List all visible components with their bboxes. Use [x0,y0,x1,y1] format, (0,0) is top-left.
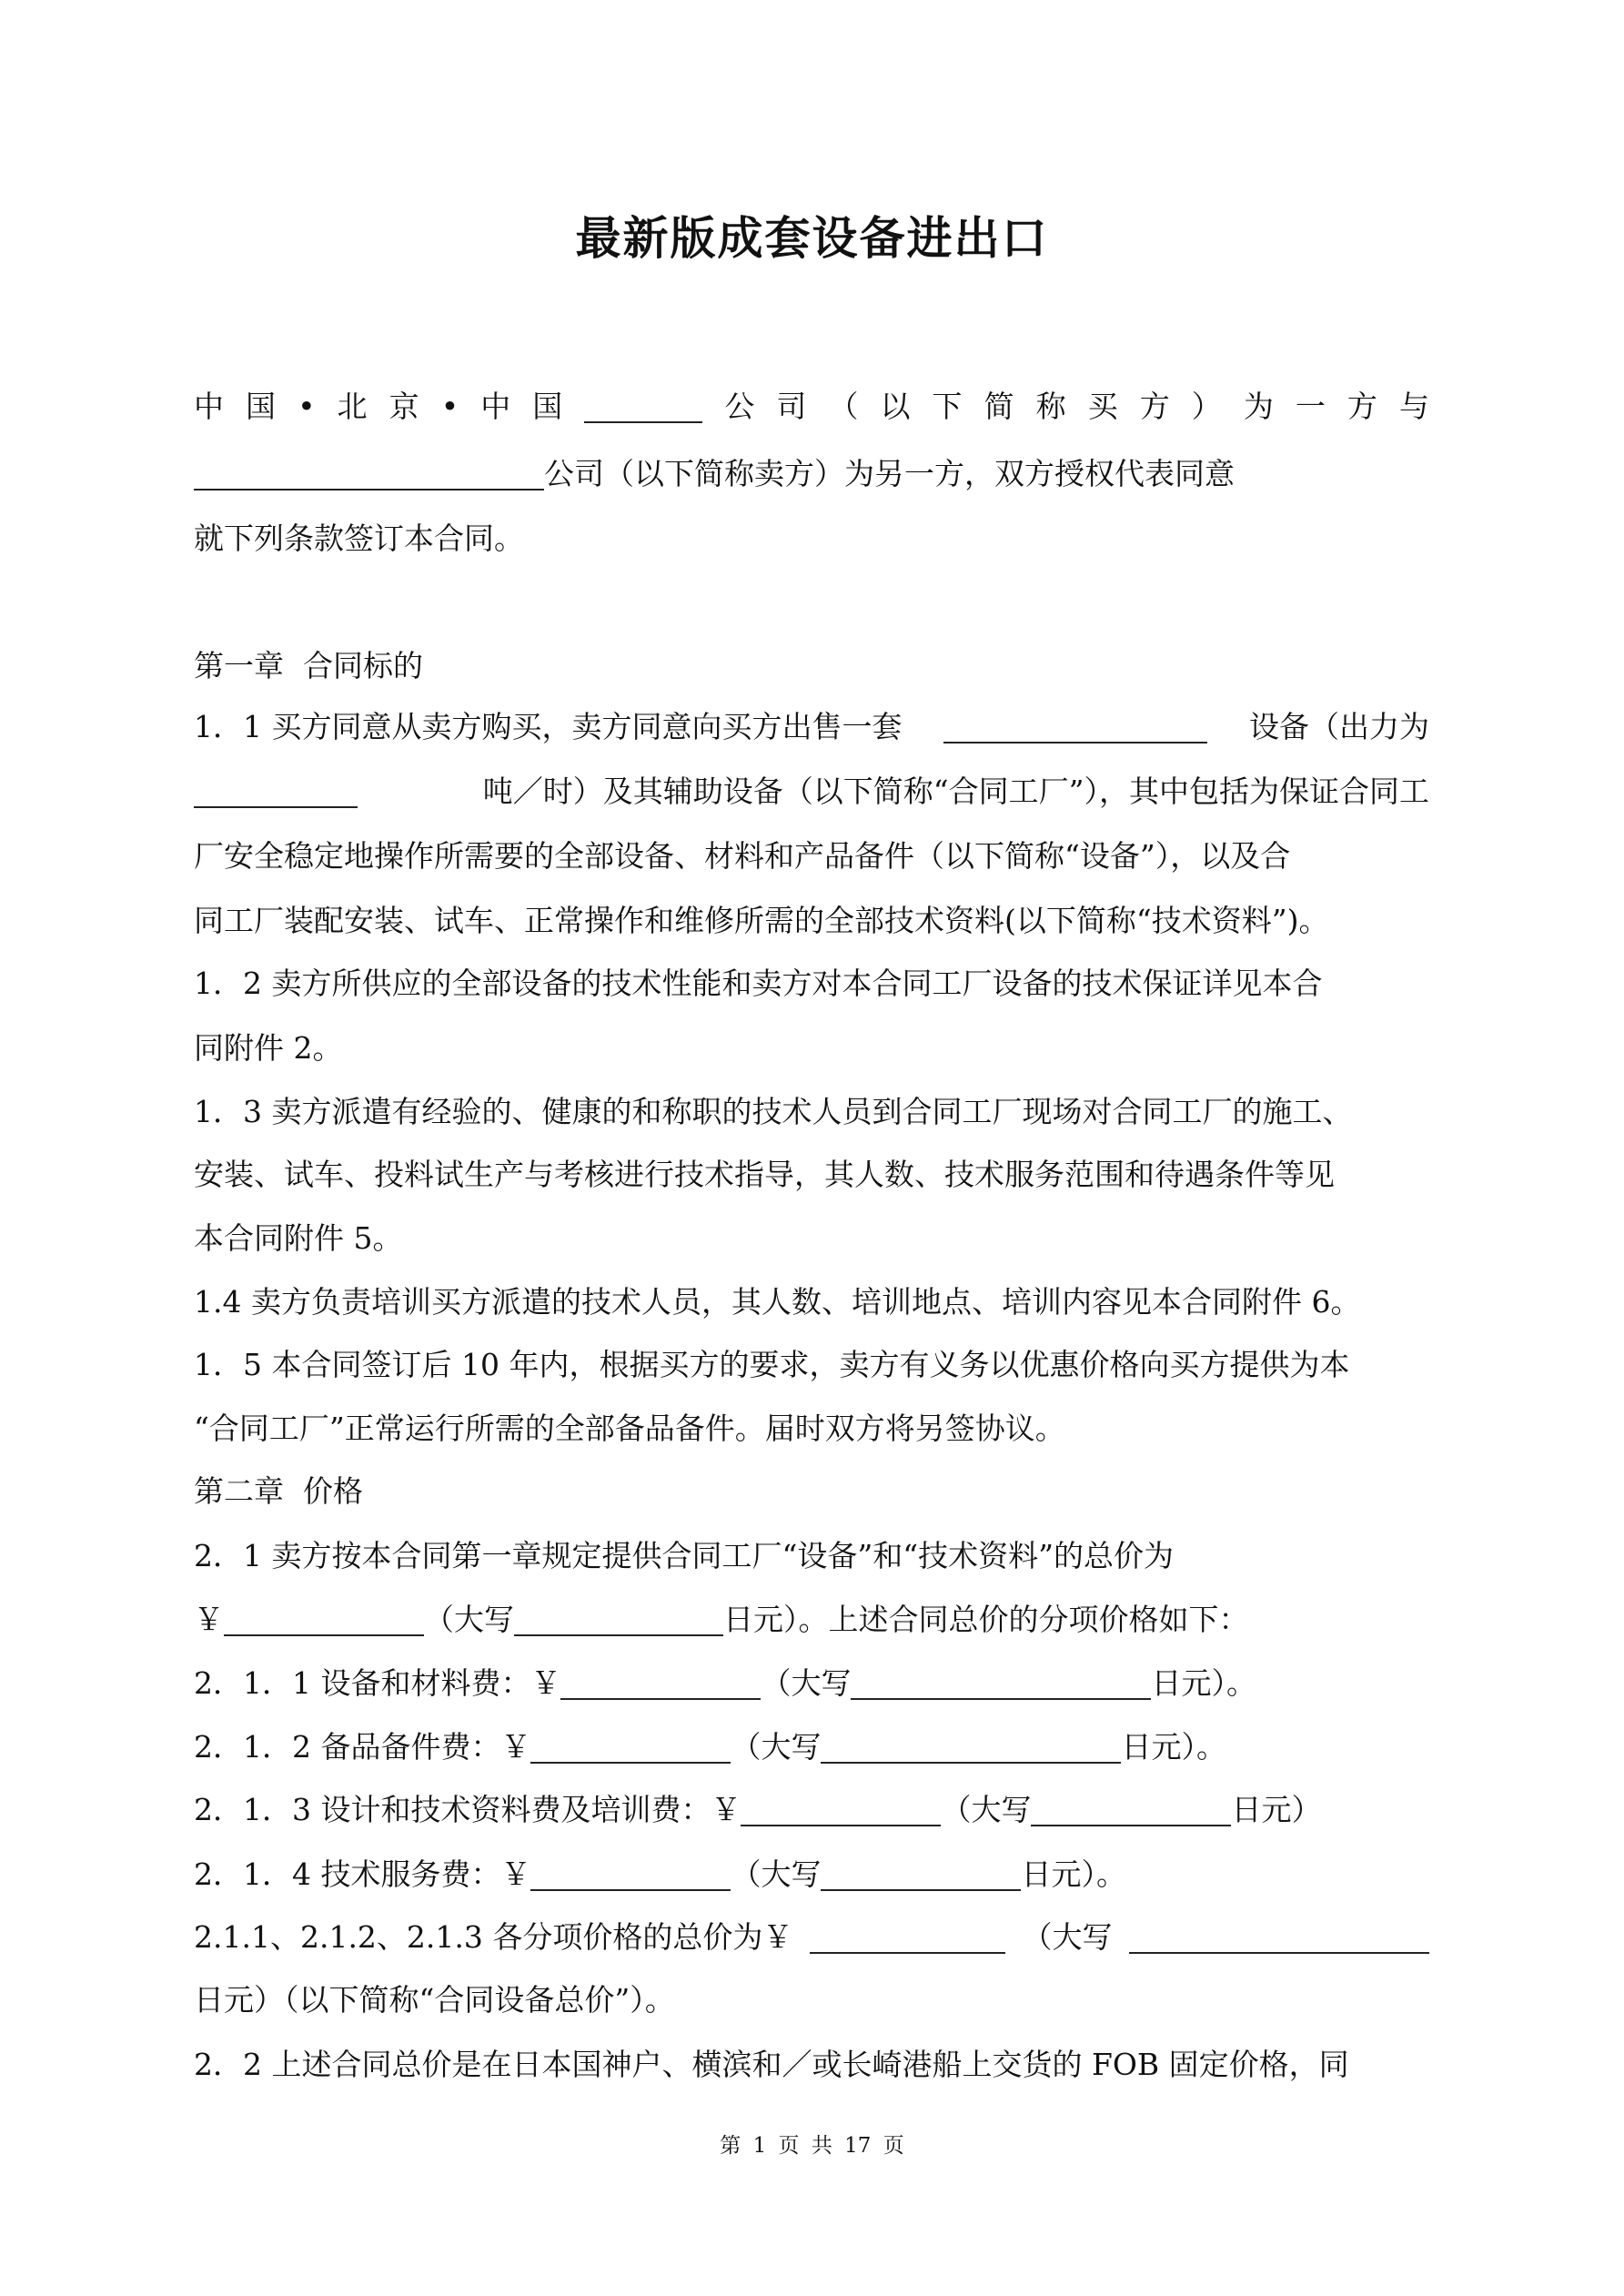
clause-1-1-line-3 [194,836,1429,876]
text-segment: （大写 [424,1602,514,1637]
text-segment: 同附件 2。 [194,1030,343,1066]
text-segment: 京 [388,389,419,424]
text-segment: 司 [776,389,807,424]
text-segment: 国 [532,389,563,424]
text-segment: 公 [724,389,755,424]
service-fee-blank[interactable] [530,1862,731,1891]
text-segment: 安装、试车、投料试生产与考核进行技术指导，其人数、技术服务范围和待遇条件等见 [194,1157,1335,1192]
text-segment: 北 [337,389,368,424]
design-training-fee-blank[interactable] [741,1797,941,1826]
clause-1-3-line-3 [194,1219,1429,1259]
equipment-fee-words-blank[interactable] [851,1671,1151,1700]
text-segment: 国 [246,389,277,424]
text-segment: 简 [983,389,1014,424]
text-segment: 同工厂装配安装、试车、正常操作和维修所需的全部技术资料(以下简称“技术资料”)。 [194,903,1329,938]
text-segment: “合同工厂”正常运行所需的全部备品备件。届时双方将另签协议。 [194,1411,1065,1446]
text-segment: 日元）。 [1151,1665,1256,1701]
text-segment: （大写 [731,1729,822,1765]
text-segment: • [440,389,459,424]
clause-1-3-line-1 [194,1092,1429,1132]
clause-1-3-line-2 [194,1155,1429,1195]
text-segment: 公司（以下简称卖方）为另一方，双方授权代表同意 [544,456,1235,491]
text-segment: 1．1 买方同意从卖方购买，卖方同意向买方出售一套 [194,709,903,744]
text-segment: 2．1．3 设计和技术资料费及培训费：￥ [194,1792,741,1827]
text-segment: （大写 [1022,1919,1113,1955]
text-segment: 中 [480,389,511,424]
text-segment: 方 [1139,389,1170,424]
design-training-fee-words-blank[interactable] [1031,1797,1231,1826]
heading-text: 第一章 合同标的 [194,648,423,683]
equipment-fee-blank[interactable] [560,1671,761,1700]
page-number-footer: 第 1 页 共 17 页 [720,2134,904,2158]
text-segment: 与 [1398,389,1429,424]
clause-2-sum-line-2 [194,1980,1429,2020]
text-segment: 日元）。 [1121,1729,1226,1765]
text-segment: （大写 [731,1856,822,1892]
spare-parts-fee-words-blank[interactable] [821,1735,1121,1764]
text-segment: 称 [1035,389,1066,424]
text-segment: ） [1191,389,1222,424]
clause-2-2-line-1 [194,2045,1429,2085]
clause-2-sum-line-1 [194,1917,1429,1957]
equipment-name-blank[interactable] [943,714,1207,743]
clause-1-1-line-1 [194,707,1429,747]
document-title: 最新版成套设备进出口 [575,212,1049,265]
intro-line-3 [194,519,1429,559]
chapter-1-heading [194,646,1429,686]
text-segment: 日元）。 [1021,1856,1126,1892]
text-segment: 2．1．4 技术服务费：￥ [194,1856,531,1892]
text-segment: 1．3 卖方派遣有经验的、健康的和称职的技术人员到合同工厂现场对合同工厂的施工、 [194,1094,1353,1129]
text-segment: 1．2 卖方所供应的全部设备的技术性能和卖方对本合同工厂设备的技术保证详见本合 [194,966,1323,1001]
text-segment: 2．1．2 备品备件费：￥ [194,1729,531,1765]
chapter-2-heading [194,1472,1429,1512]
yen-symbol: ￥ [194,1602,224,1637]
text-segment: 日元） [1231,1792,1322,1827]
text-segment: 为 [1243,389,1274,424]
clause-1-2-line-1 [194,964,1429,1004]
text-segment: 厂安全稳定地操作所需要的全部设备、材料和产品备件（以下简称“设备”），以及合 [194,838,1291,874]
spare-parts-fee-blank[interactable] [530,1735,731,1764]
text-segment: • [298,389,316,424]
total-price-blank[interactable] [224,1607,424,1636]
subtotal-blank[interactable] [810,1925,1005,1954]
clause-2-1-1 [194,1664,1429,1704]
text-segment: 1．5 本合同签订后 10 年内，根据买方的要求，卖方有义务以优惠价格向买方提供为本 [194,1347,1350,1382]
text-segment: 日元）。上述合同总价的分项价格如下： [723,1602,1249,1637]
text-segment: 下 [932,389,963,424]
heading-text: 第二章 价格 [194,1473,363,1509]
text-segment: 本合同附件 5。 [194,1220,403,1256]
text-segment: 买 [1087,389,1118,424]
buyer-company-blank[interactable] [584,394,702,423]
text-segment: 1.4 卖方负责培训买方派遣的技术人员，其人数、培训地点、培训内容见本合同附件 6。 [194,1284,1361,1320]
text-segment: （大写 [941,1792,1032,1827]
text-segment: （大写 [761,1665,852,1701]
text-segment: 就下列条款签订本合同。 [194,521,524,556]
intro-line-1 [194,387,1429,427]
clause-1-5-line-1 [194,1345,1429,1385]
text-segment: 2．1 卖方按本合同第一章规定提供合同工厂“设备”和“技术资料”的总价为 [194,1538,1174,1573]
subtotal-words-blank[interactable] [1129,1925,1429,1954]
clause-2-1-line-2 [194,1600,1429,1640]
text-segment: 2.1.1、2.1.2、2.1.3 各分项价格的总价为￥ [194,1919,793,1955]
total-price-words-blank[interactable] [514,1607,723,1636]
clause-2-1-line-1 [194,1536,1429,1576]
clause-1-1-line-2 [194,772,1429,812]
text-segment: 方 [1347,389,1377,424]
clause-1-2-line-2 [194,1028,1429,1068]
clause-2-1-4 [194,1855,1429,1895]
clause-1-4 [194,1282,1429,1322]
text-segment: 一 [1295,389,1326,424]
capacity-blank[interactable] [194,779,358,808]
seller-company-blank[interactable] [194,461,544,491]
text-segment: 2．2 上述合同总价是在日本国神户、横滨和／或长崎港船上交货的 FOB 固定价格，同 [194,2047,1349,2082]
clause-2-1-2 [194,1727,1429,1767]
text-segment: 以 [880,389,911,424]
clause-1-1-line-4 [194,901,1429,941]
text-segment: 日元）（以下简称“合同设备总价”）。 [194,1982,675,2018]
text-segment: 设备（出力为 [1248,709,1429,744]
text-segment: 中 [194,389,224,424]
service-fee-words-blank[interactable] [821,1862,1021,1891]
clause-2-1-3 [194,1790,1429,1830]
text-segment: 2．1．1 设备和材料费：￥ [194,1665,561,1701]
text-segment: 吨／时）及其辅助设备（以下简称“合同工厂”），其中包括为保证合同工 [482,774,1429,809]
text-segment: （ [828,389,859,424]
clause-1-5-line-2 [194,1409,1429,1449]
intro-line-2 [194,454,1429,494]
